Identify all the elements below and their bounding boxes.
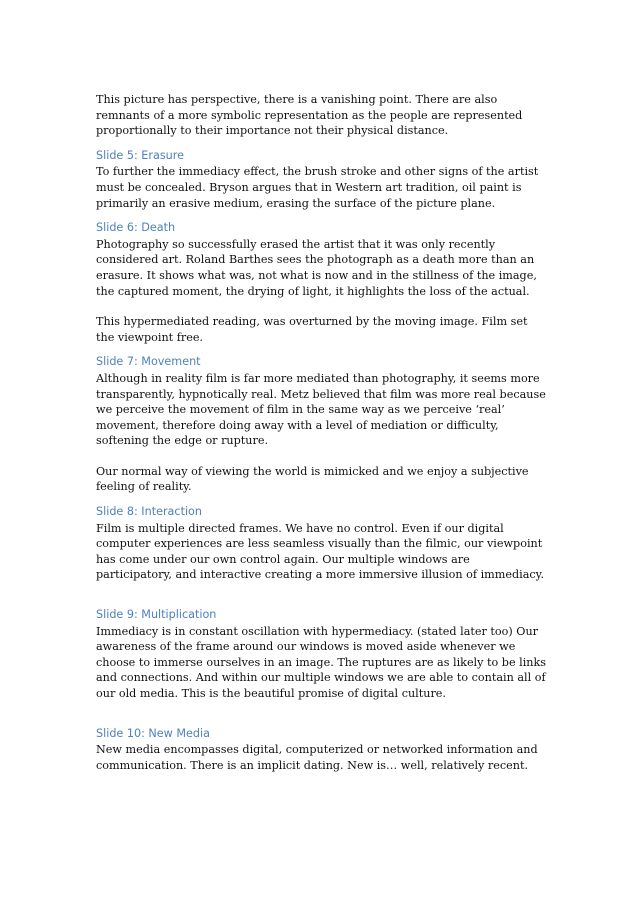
section-slide-10: [96, 726, 548, 774]
document-page: [96, 92, 548, 773]
section-slide-6: [96, 220, 548, 345]
section-paragraph: To further the immediacy effect, the brush stroke and other signs of the artist must be concealed. Bryson argues that in Western art tradition, oil paint is primarily an erasive medium, erasing the surface of the picture plane.: [96, 165, 539, 210]
section-slide-9: [96, 607, 548, 702]
section-paragraph: New media encompasses digital, computerized or networked information and communication. There is an implicit dating. New is… well, relatively recent.: [96, 743, 538, 772]
section-heading: Slide 7: Movement: [96, 355, 201, 369]
section-paragraph: Immediacy is in constant oscillation with hypermediacy. (stated later too) Our awareness of the frame around our windows is moved aside whenever we choose to immerse ourselves in an image. The ruptures are as likely to be links and connections. And within our multiple windows we are able to contain all of our old media. This is the beautiful promise of digital culture.: [96, 624, 547, 700]
section-paragraph: Film is multiple directed frames. We have no control. Even if our digital computer experiences are less seamless visually than the filmic, our viewpoint has come under our own control again. Our multiple windows are participatory, and interactive creating a more immersive illusion of immediacy.: [96, 521, 545, 582]
section-heading: Slide 5: Erasure: [96, 148, 184, 162]
section-slide-7: [96, 354, 548, 495]
section-paragraph: Our normal way of viewing the world is mimicked and we enjoy a subjective feeling of reality.: [96, 464, 529, 494]
section-slide-5: [96, 148, 548, 211]
intro-paragraph: This picture has perspective, there is a vanishing point. There are also remnants of a more symbolic representation as the people are represented proportionally to their importance not their physical distance.: [96, 93, 523, 138]
section-paragraph: Although in reality film is far more mediated than photography, it seems more transparently, hypnotically real. Metz believed that film was more real because we perceive the movement of film in the same way as we perceive ‘real’ movement, therefore doing away with a level of mediation or difficulty, softening the edge or rupture.: [96, 371, 546, 448]
section-slide-8: [96, 504, 548, 583]
section-heading: Slide 10: New Media: [96, 726, 210, 740]
section-heading: Slide 9: Multiplication: [96, 608, 217, 622]
section-heading: Slide 6: Death: [96, 221, 176, 235]
section-paragraph: Photography so successfully erased the artist that it was only recently considered art. Roland Barthes sees the photograph as a death more than an erasure. It shows what was, not what is now and in the stillness of the image, the captured moment, the drying of light, it highlights the loss of the actual.: [96, 237, 537, 298]
section-heading: Slide 8: Interaction: [96, 505, 202, 519]
section-paragraph: This hypermediated reading, was overturned by the moving image. Film set the viewpoint free.: [96, 315, 528, 344]
